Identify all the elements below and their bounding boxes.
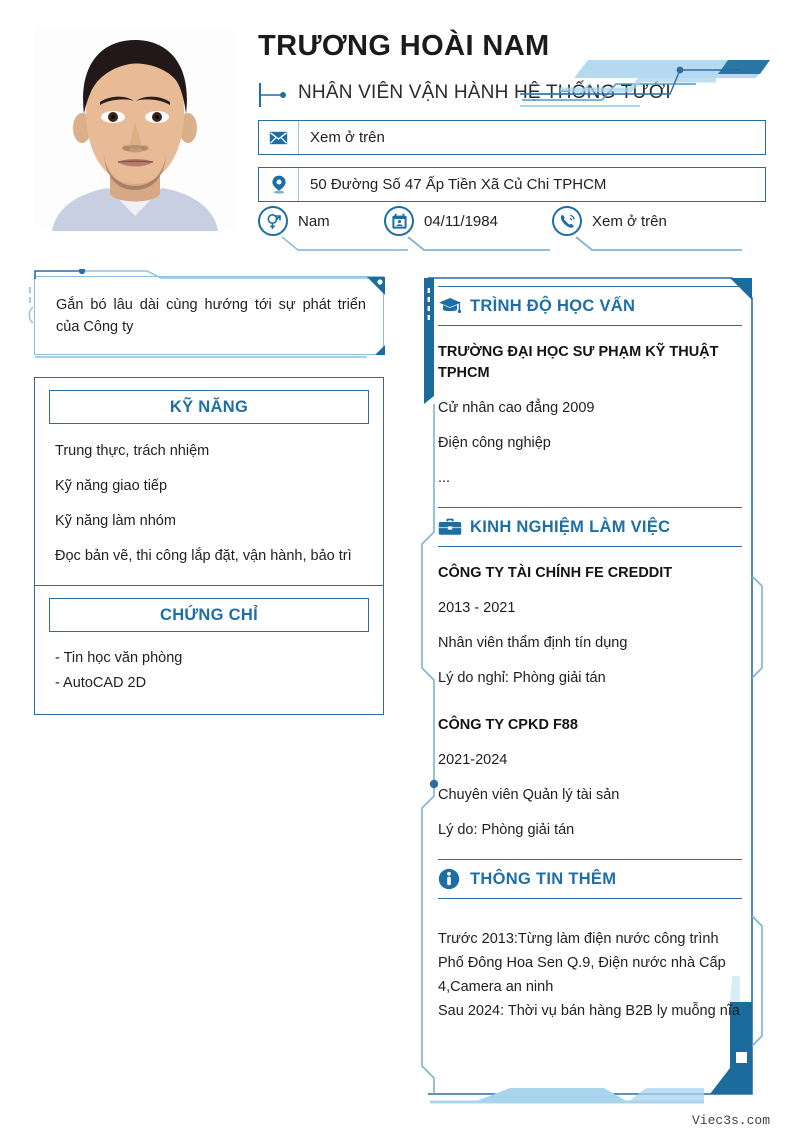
envelope-icon bbox=[259, 121, 299, 154]
list-item: - Tin học văn phòng bbox=[55, 650, 183, 666]
contact-birthday-value: 04/11/1984 bbox=[424, 212, 498, 230]
list-item: Đọc bản vẽ, thi công lắp đặt, vận hành, bảo trì bbox=[55, 548, 352, 564]
skills-title: KỸ NĂNG bbox=[49, 390, 369, 424]
contact-gender-value: Nam bbox=[298, 212, 330, 230]
cv-header bbox=[0, 0, 800, 258]
contact-email-row bbox=[258, 120, 766, 155]
experience-section bbox=[438, 507, 742, 859]
list-item: - AutoCAD 2D bbox=[55, 675, 147, 691]
location-pin-icon bbox=[259, 168, 299, 201]
experience-line: Lý do: Phòng giải tán bbox=[438, 822, 575, 838]
job-title: NHÂN VIÊN VẬN HÀNH HỆ THỐNG TƯỚI bbox=[298, 82, 671, 103]
experience-line: 2013 - 2021 bbox=[438, 600, 516, 616]
gender-icon bbox=[258, 206, 288, 236]
right-panel-content bbox=[438, 286, 742, 1027]
tick-bracket-icon bbox=[258, 80, 298, 110]
experience-line: Chuyên viên Quản lý tài sản bbox=[438, 787, 620, 803]
education-line: Cử nhân cao đẳng 2009 bbox=[438, 400, 595, 416]
objective-box bbox=[34, 276, 384, 355]
education-body bbox=[438, 326, 742, 507]
phone-icon bbox=[552, 206, 582, 236]
certificates-list bbox=[35, 632, 383, 714]
avatar bbox=[34, 28, 236, 231]
left-column bbox=[34, 276, 384, 715]
objective-text: Gắn bó lâu dài cùng hướng tới sự phát triển của Công ty bbox=[56, 297, 366, 335]
additional-info-line: Sau 2024: Thời vụ bán hàng B2B ly muỗng nĩa bbox=[438, 1003, 740, 1019]
list-item: Kỹ năng giao tiếp bbox=[55, 478, 168, 494]
contact-chip-phone bbox=[552, 206, 667, 236]
experience-header bbox=[438, 507, 742, 547]
experience-title: KINH NGHIỆM LÀM VIỆC bbox=[470, 517, 671, 536]
certificates-panel bbox=[34, 585, 384, 715]
education-title: TRÌNH ĐỘ HỌC VẤN bbox=[470, 296, 636, 315]
additional-info-title: THÔNG TIN THÊM bbox=[470, 869, 617, 888]
header-circuit-decoration bbox=[520, 52, 780, 114]
entry-spacer bbox=[438, 703, 742, 715]
experience-line: 2021-2024 bbox=[438, 752, 508, 768]
contact-chip-gender bbox=[258, 206, 330, 236]
graduation-cap-icon bbox=[438, 297, 470, 315]
additional-info-header bbox=[438, 859, 742, 899]
education-section bbox=[438, 286, 742, 507]
experience-company: CÔNG TY CPKD F88 bbox=[438, 717, 578, 733]
certificates-title: CHỨNG CHỈ bbox=[49, 598, 369, 632]
education-line: Điện công nghiệp bbox=[438, 435, 551, 451]
contact-chip-group bbox=[258, 206, 768, 254]
info-circle-icon bbox=[438, 868, 470, 890]
site-brand: Viec3s.com bbox=[691, 1113, 770, 1128]
experience-line: Lý do nghỉ: Phòng giải tán bbox=[438, 670, 606, 686]
contact-email-value: Xem ở trên bbox=[310, 129, 385, 146]
skills-panel bbox=[34, 377, 384, 586]
briefcase-icon bbox=[438, 518, 470, 536]
skills-list bbox=[35, 424, 383, 585]
experience-company: CÔNG TY TÀI CHÍNH FE CREDDIT bbox=[438, 565, 673, 581]
additional-info-body bbox=[438, 899, 742, 1027]
contact-address-row bbox=[258, 167, 766, 202]
contact-chip-birthday bbox=[384, 206, 498, 236]
chip-tail-lines bbox=[258, 206, 770, 254]
contact-phone-value: Xem ở trên bbox=[592, 212, 667, 230]
additional-info-line: Trước 2013:Từng làm điện nước công trình Phố Đông Hoa Sen Q.9, Điện nước nhà Cấp 4,Camera an ninh bbox=[438, 931, 726, 995]
additional-info-section bbox=[438, 859, 742, 1027]
calendar-icon bbox=[384, 206, 414, 236]
contact-address-value: 50 Đường Số 47 Ấp Tiền Xã Củ Chi TPHCM bbox=[310, 176, 607, 193]
education-line: ... bbox=[438, 470, 451, 486]
portrait-photo bbox=[34, 28, 236, 231]
experience-line: Nhân viên thẩm định tín dụng bbox=[438, 635, 628, 651]
right-column bbox=[414, 276, 766, 1112]
list-item: Trung thực, trách nhiệm bbox=[55, 443, 210, 459]
page-title: TRƯƠNG HOÀI NAM bbox=[258, 30, 550, 62]
experience-body bbox=[438, 547, 742, 859]
education-header bbox=[438, 286, 742, 326]
education-school: TRƯỜNG ĐẠI HỌC SƯ PHẠM KỸ THUẬT TPHCM bbox=[438, 344, 719, 381]
list-item: Kỹ năng làm nhóm bbox=[55, 513, 176, 529]
